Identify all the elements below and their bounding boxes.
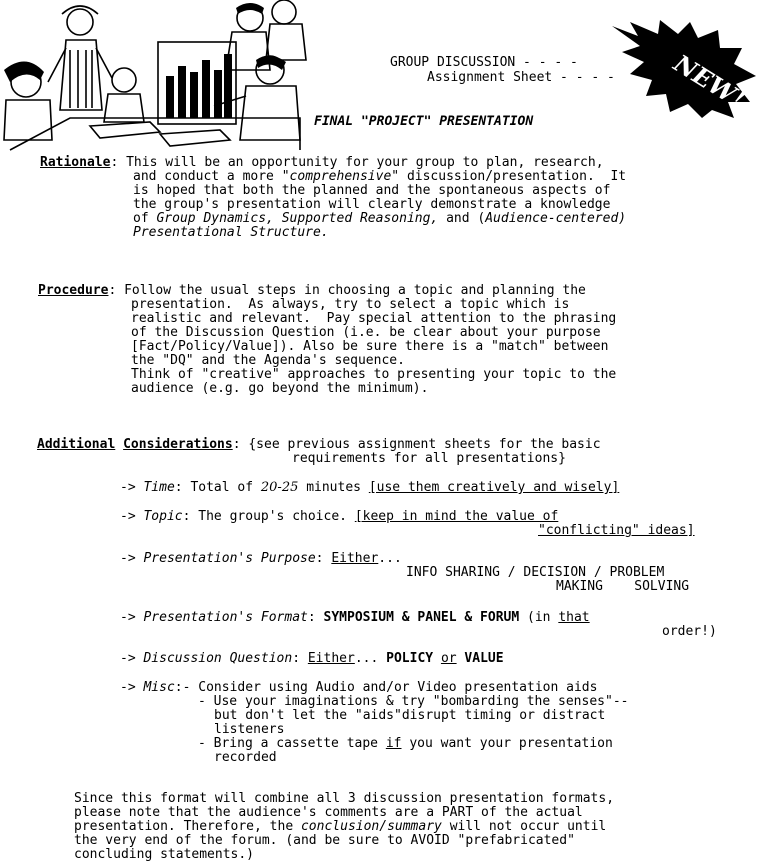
header-line-1: GROUP DISCUSSION - - - - (390, 55, 578, 70)
additional-label: Additional (37, 437, 116, 452)
rationale-section: Rationale: This will be an opportunity for your group to plan, research, and conduct a more "comprehensive" discussion/presentation. It is hoped that both the planned and the spontaneous aspects of the group's presentation will clearly demonstrate a knowledge of Group Dynamics, Supported Reasoning, and (Audience-centered) Presentational Structure. (40, 155, 627, 240)
header-line-2: Assignment Sheet - - - - (427, 70, 615, 85)
item-discussion-question: -> Discussion Question: Either... POLICY or VALUE (120, 651, 504, 666)
item-format: -> Presentation's Format: SYMPOSIUM & PANEL & FORUM (in that order!) (120, 610, 717, 639)
procedure-label: Procedure (38, 283, 109, 298)
new-badge-starburst (608, 18, 758, 118)
item-purpose: -> Presentation's Purpose: Either... INFO SHARING / DECISION / PROBLEM MAKING SOLVING (120, 551, 690, 594)
item-topic: -> Topic: The group's choice. [keep in mind the value of "conflicting" ideas] (120, 509, 695, 538)
page-title: FINAL "PROJECT" PRESENTATION (314, 114, 534, 129)
new-badge-text: NEW! (668, 48, 751, 115)
meeting-clipart (0, 0, 312, 152)
additional-section: Additional Considerations: {see previous assignment sheets for the basic requirements for all presentations} (37, 437, 601, 466)
rationale-label: Rationale (40, 155, 111, 170)
procedure-section: Procedure: Follow the usual steps in choosing a topic and planning the presentation. As always, try to select a topic which is realistic and relevant. Pay special attention to the phrasing of the Discussion Question (i.e. be clear about your purpose [Fact/Policy/Value]). Also be sure there is a "match" between the "DQ" and the Agenda's sequence. Think of "creative" approaches to presenting your topic to the audience (e.g. go beyond the minimum). (38, 283, 617, 396)
closing-paragraph: Since this format will combine all 3 discussion presentation formats, please note that the audience's comments are a PART of the actual presentation. Therefore, the conclusion/summary will not occur until the very end of the forum. (and be sure to AVOID "prefabricated" concluding statements.) (74, 791, 615, 862)
item-misc: -> Misc:- Consider using Audio and/or Video presentation aids - Use your imaginations & try "bombarding the senses"-- but don't let the "aids"disrupt timing or distract listeners - Bring a cassette tape if you want your presentation recorded (120, 680, 629, 765)
item-time: -> Time: Total of 20-25 minutes [use them creatively and wisely] (120, 480, 620, 495)
